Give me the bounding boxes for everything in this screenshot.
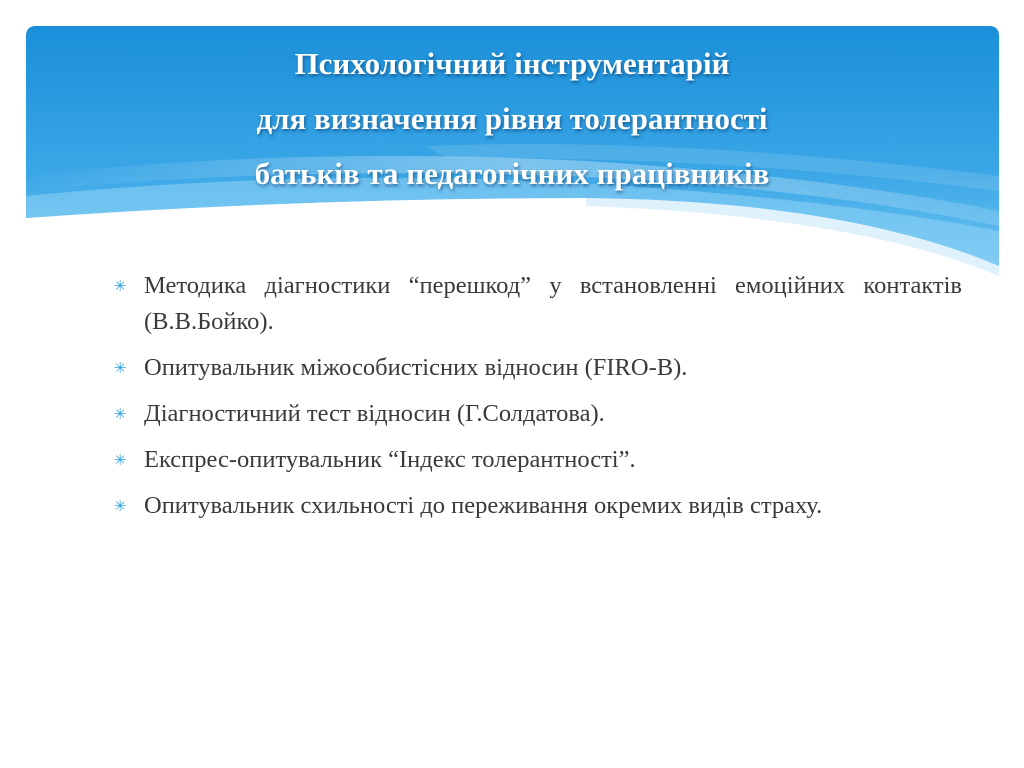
asterisk-bullet-icon: ✳ bbox=[113, 497, 127, 515]
bullet-text: Діагностичний тест відносин (Г.Солдатова). bbox=[144, 400, 605, 427]
bullet-item bbox=[110, 350, 962, 386]
bullet-item bbox=[110, 442, 962, 478]
asterisk-bullet-icon: ✳ bbox=[113, 405, 127, 423]
bullet-text: Опитувальник схильності до переживання окремих видів страху. bbox=[144, 492, 823, 519]
asterisk-bullet-icon: ✳ bbox=[113, 277, 127, 295]
bullet-item bbox=[110, 268, 962, 340]
bullet-text: Методика діагностики “перешкод” у встановленні емоційних контактів (В.В.Бойко). bbox=[144, 272, 962, 335]
title-line-3: батьків та педагогічних працівників bbox=[254, 156, 770, 191]
bullet-text: Опитувальник міжособистісних відносин (FIRO-B). bbox=[144, 354, 688, 381]
bullet-item bbox=[110, 488, 962, 524]
title-line-1: Психологічний інструментарій bbox=[294, 46, 730, 81]
title-line-2: для визначення рівня толерантності bbox=[256, 101, 768, 136]
slide-title bbox=[0, 36, 1024, 201]
bullet-list bbox=[110, 268, 962, 534]
bullet-item bbox=[110, 396, 962, 432]
asterisk-bullet-icon: ✳ bbox=[113, 451, 127, 469]
asterisk-bullet-icon: ✳ bbox=[113, 359, 127, 377]
bullet-text: Експрес-опитувальник “Індекс толерантності”. bbox=[144, 446, 636, 473]
